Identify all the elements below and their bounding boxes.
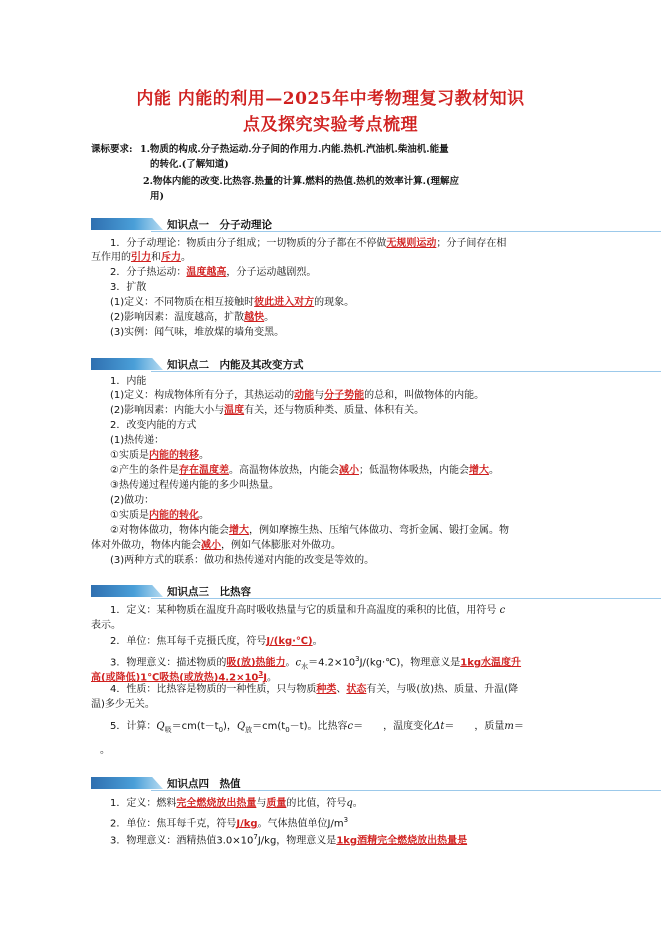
s4-line3: 3．物理意义：酒精热值$3.0\times 10^7J/kg$，物理意义是1kg酒精完全燃烧放出热量是 [110, 833, 468, 847]
requirement-2b: 用) [150, 191, 164, 202]
s3-line5: 高(或降低)1℃吸热(或放热)$4.2\times 10^3J$。 [91, 670, 277, 684]
s2-line10: ①实质是内能的转化。 [110, 510, 209, 521]
section-banner-icon [91, 218, 163, 230]
s2-line7: ②产生的条件是存在温度差。高温物体放热，内能会减小；低温物体吸热，内能会增大。 [110, 465, 499, 476]
s3-line4: 3．物理意义：描述物质的吸(放)热能力。$c_水=4.2\times 10^3J/(kg\cdot℃)$，物理意义是1kg水温度升 [110, 655, 522, 671]
s2-line5: (1)热传递： [110, 435, 165, 446]
page-title-line1: 内能 内能的利用—2025年中考物理复习教材知识 [136, 89, 525, 109]
requirement-1b: 的转化.(了解知道) [150, 159, 229, 170]
s3-line3: 2．单位：焦耳每千克摄氏度，符号J/(kg·℃)。 [110, 636, 323, 647]
page-title-line2: 点及探究实验考点梳理 [243, 115, 418, 135]
section-title: 知识点一 分子动理论 [167, 219, 272, 231]
s3-line8: 5．计算：$Q_吸=cm(t-t_0)$，$Q_放=cm(t_0-t)$。比热容c＝ ，温度变化Δt＝ ，质量m＝ [110, 721, 524, 734]
s3-line9: 。 [100, 745, 110, 756]
section-title: 知识点二 内能及其改变方式 [167, 359, 304, 371]
s2-line12: 体对外做功，物体内能会减小，例如气体膨胀对外做功。 [91, 540, 341, 551]
s4-line2: 2．单位：焦耳每千克，符号J/kg。气体热值单位$J/m^3$ [110, 816, 349, 830]
s1-line6: (2)影响因素：温度越高，扩散越快。 [110, 312, 275, 323]
s2-line2: (1)定义：构成物体所有分子，其热运动的动能与分子势能的总和，叫做物体的内能。 [110, 390, 485, 401]
s1-line5: (1)定义：不同物质在相互接触时彼此进入对方的现象。 [110, 297, 355, 308]
s1-line1: 1．分子动理论：物质由分子组成；一切物质的分子都在不停做无规则运动；分子间存在相 [110, 238, 507, 249]
s2-line9: (2)做功： [110, 495, 155, 506]
s3-line2: 表示。 [91, 620, 121, 631]
s2-line11: ②对物体做功，物体内能会增大，例如摩擦生热、压缩气体做功、弯折金属、锻打金属。物 [110, 525, 509, 536]
requirement-2a: 2.物体内能的改变.比热容.热量的计算.燃料的热值.热机的效率计算.(理解应 [143, 176, 459, 187]
section-title: 知识点四 热值 [167, 778, 241, 790]
s1-line7: (3)实例：闻气味，堆放煤的墙角变黑。 [110, 327, 285, 338]
s2-line3: (2)影响因素：内能大小与温度有关，还与物质种类、质量、体积有关。 [110, 405, 425, 416]
requirements-label: 课标要求: [91, 144, 133, 155]
requirement-1a: 1.物质的构成.分子热运动.分子间的作用力.内能.热机.汽油机.柴油机.能量 [140, 144, 449, 155]
s2-line8: ③热传递过程传递内能的多少叫热量。 [110, 480, 279, 491]
s3-line7: 温)多少无关。 [91, 699, 155, 710]
s2-line1: 1．内能 [110, 376, 147, 387]
s3-line6: 4．性质：比热容是物质的一种性质，只与物质种类、状态有关，与吸(放)热、质量、升温(降 [110, 684, 519, 695]
section-banner-icon [91, 777, 163, 789]
s1-line4: 3．扩散 [110, 282, 147, 293]
section-banner-icon [91, 585, 163, 597]
section-title: 知识点三 比热容 [167, 586, 251, 598]
s2-line6: ①实质是内能的转移。 [110, 450, 209, 461]
section-banner-icon [91, 358, 163, 370]
s2-line13: (3)两种方式的联系：做功和热传递对内能的改变是等效的。 [110, 555, 375, 566]
s4-line1: 1．定义：燃料完全燃烧放出热量与质量的比值，符号q。 [110, 798, 363, 809]
s1-line2: 互作用的引力和斥力。 [91, 252, 191, 263]
s1-line3: 2．分子热运动：温度越高，分子运动越剧烈。 [110, 267, 317, 278]
s2-line4: 2．改变内能的方式 [110, 420, 197, 431]
s3-line1: 1．定义：某种物质在温度升高时吸收热量与它的质量和升高温度的乘积的比值，用符号 c [110, 605, 506, 616]
